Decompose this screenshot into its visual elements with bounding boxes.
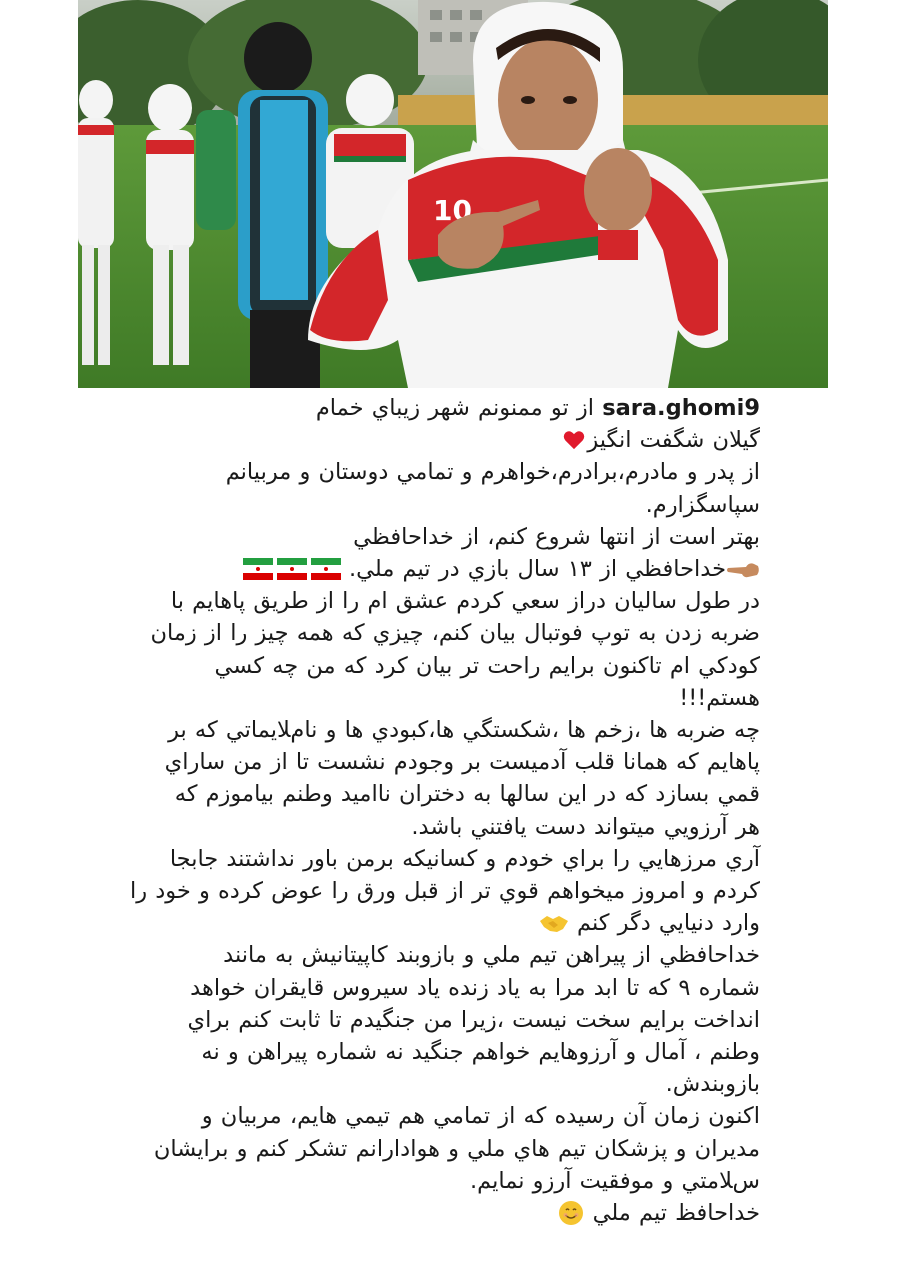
- username-link[interactable]: sara.ghomi9: [602, 395, 760, 421]
- pointing-hand-icon: [726, 559, 760, 579]
- caption-text: وطنم ، آمال و آرزوهايم خواهم جنگيد نه شماره پيراهن و نه: [201, 1039, 760, 1066]
- caption-line-3: [100, 456, 760, 488]
- caption-line-19: [100, 972, 760, 1004]
- iran-flag-icon: [277, 558, 307, 580]
- football-player-photo: [78, 0, 828, 388]
- red-heart-icon: [563, 430, 585, 450]
- caption-text: انداخت برايم سخت نيست ،زيرا من جنگيدم تا ثابت كنم براي: [187, 1006, 760, 1033]
- jersey-number: 10: [433, 194, 472, 227]
- caption-line-20: [100, 1004, 760, 1036]
- caption-text: گيلان شگفت انگيز: [587, 427, 760, 454]
- caption-text: از تو ممنونم شهر زيباي خمام: [315, 395, 595, 421]
- post-photo: [78, 0, 828, 388]
- caption-line-6: [100, 553, 760, 585]
- caption-text: شماره ۹ كه تا ابد مرا به ياد زنده ياد سيروس قايقران خواهد: [190, 974, 760, 1001]
- caption-line-2: [100, 424, 760, 456]
- caption-text: خداحافظي از ۱۳ سال بازي در تيم ملي.: [348, 556, 726, 583]
- caption-line-10: [100, 682, 760, 714]
- caption-text: اكنون زمان آن رسيده كه از تمامي هم تيمي هايم، مربيان و: [201, 1103, 760, 1130]
- post-caption: [100, 392, 760, 1229]
- caption-text: خداحافظ تيم ملي: [592, 1200, 760, 1227]
- iran-flag-icon: [311, 558, 341, 580]
- caption-line-9: [100, 650, 760, 682]
- caption-text: چه ضربه ها ،زخم ها ،شكستگي ها،كبودي ها و نامﻼيماتي كه بر: [168, 717, 760, 744]
- caption-text: وارد دنيايي دگر كنم: [576, 910, 760, 937]
- caption-line-11: [100, 714, 760, 746]
- caption-line-4: [100, 489, 760, 521]
- caption-line-17: [100, 907, 760, 939]
- caption-line-8: [100, 617, 760, 649]
- caption-text: در طول ساليان دراز سعي كردم عشق ام را از طريق پاهايم با: [170, 588, 760, 615]
- caption-text: بازوبندش.: [665, 1071, 760, 1098]
- caption-text: هستم!!!: [679, 684, 760, 711]
- caption-text: ضربه زدن به توپ فوتبال بيان كنم، چيزي كه همه چيز را از زمان: [150, 620, 760, 647]
- caption-text: مديران و پزشكان تيم هاي ملي و هوادارانم تشكر كنم و برايشان: [153, 1135, 760, 1162]
- caption-line-21: [100, 1036, 760, 1068]
- caption-line-23: [100, 1100, 760, 1132]
- caption-line-24: [100, 1133, 760, 1165]
- handshake-icon: [539, 911, 569, 935]
- caption-text: هر آرزويي ميتواند دست يافتني باشد.: [411, 813, 760, 840]
- caption-text: پاهايم كه همانا قلب آدميست بر وجودم نشست تا از من ساراي: [164, 749, 760, 776]
- smiling-face-icon: [558, 1200, 584, 1226]
- caption-line-13: [100, 778, 760, 810]
- caption-text: از پدر و مادرم،برادرم،خواهرم و تمامي دوستان و مربيانم: [225, 459, 760, 486]
- caption-text: قمي بسازد كه در اين سالها به دختران نااميد وطنم بياموزم كه: [174, 781, 760, 808]
- caption-line-7: [100, 585, 760, 617]
- caption-text: خداحافظي از پيراهن تيم ملي و بازوبند كاپيتانيش به مانند: [223, 942, 760, 969]
- caption-line-15: [100, 843, 760, 875]
- caption-text: سپاسگزارم.: [645, 491, 760, 518]
- caption-text: كردم و امروز ميخواهم قوي تر از قبل ورق را عوض كرده و خود را: [130, 878, 760, 905]
- caption-line-1: [100, 392, 760, 424]
- caption-line-26: [100, 1197, 760, 1229]
- caption-line-12: [100, 746, 760, 778]
- caption-line-14: [100, 811, 760, 843]
- caption-text: سﻼمتي و موفقيت آرزو نمايم.: [469, 1167, 760, 1194]
- caption-text: بهتر است از انتها شروع كنم، از خداحافظي: [353, 523, 760, 550]
- caption-line-25: [100, 1165, 760, 1197]
- caption-text: كودكي ام تاكنون برايم راحت تر بيان كرد كه من چه كسي: [214, 652, 760, 679]
- iran-flag-icon: [243, 558, 273, 580]
- caption-line-5: [100, 521, 760, 553]
- caption-line-18: [100, 939, 760, 971]
- caption-text: آري مرزهايي را براي خودم و كسانيكه برمن باور نداشتند جابجا: [169, 845, 760, 872]
- caption-line-22: [100, 1068, 760, 1100]
- caption-line-16: [100, 875, 760, 907]
